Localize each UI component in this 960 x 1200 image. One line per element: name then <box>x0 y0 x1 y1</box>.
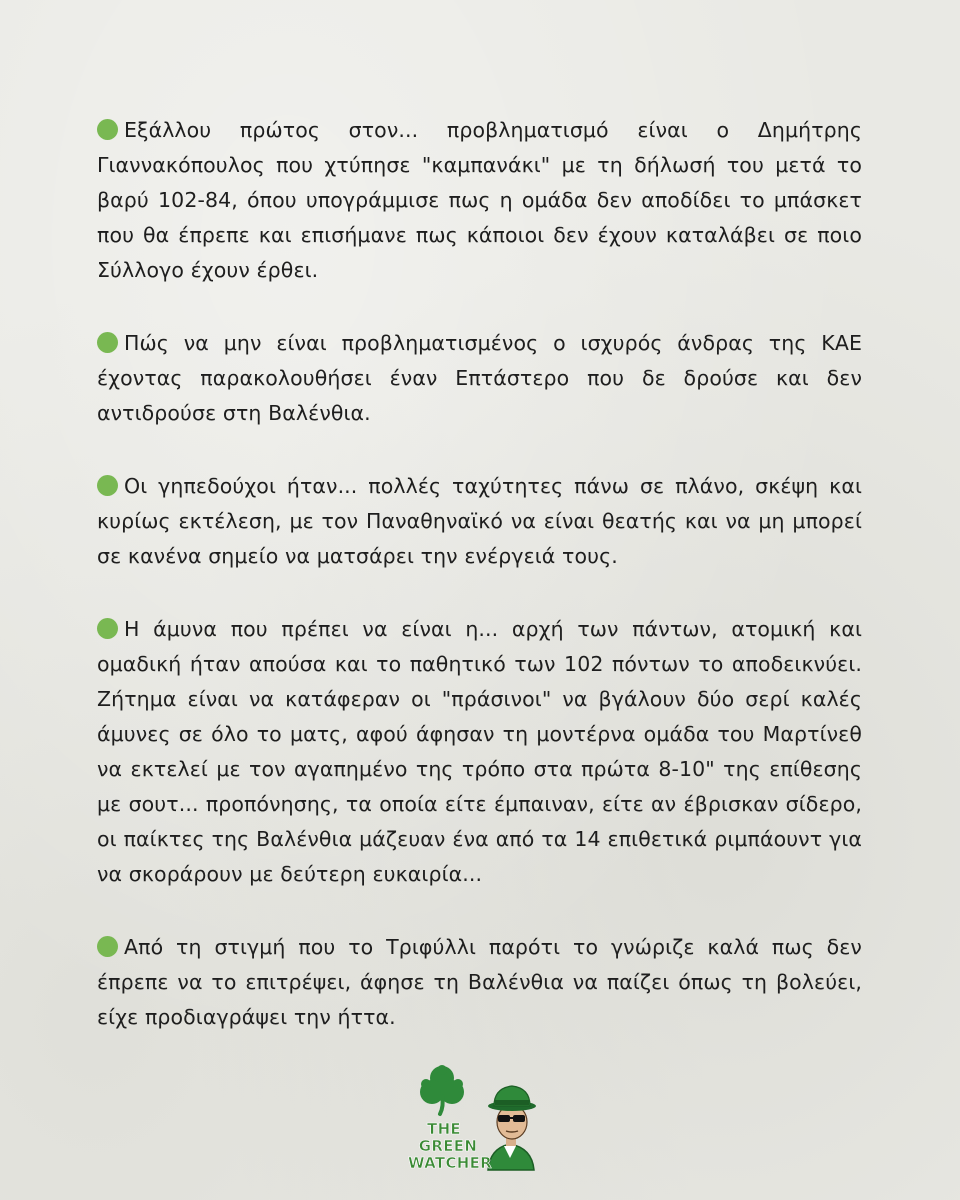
article-body <box>97 113 862 1073</box>
paragraph-2 <box>97 326 862 431</box>
logo-text-watcher: WATCHER <box>407 1154 493 1172</box>
paragraph-text: Από τη στιγμή που το Τριφύλλι παρότι το γνώριζε καλά πως δεν έπρεπε να το επιτρέψει, άφησε τη Βαλένθια να παίζει όπως τη βολεύει, είχε προδιαγράψει την ήττα. <box>97 935 862 1029</box>
paragraph-4 <box>97 612 862 892</box>
logo-text-the: THE <box>427 1120 461 1138</box>
shamrock-icon <box>420 1065 464 1114</box>
green-dot-bullet-icon <box>97 119 118 140</box>
paragraph-text: Οι γηπεδούχοι ήταν... πολλές ταχύτητες πάνω σε πλάνο, σκέψη και κυρίως εκτέλεση, με τον Παναθηναϊκό να είναι θεατής και να μη μπορεί σε κανένα σημείο να ματσάρει την ενέργειά τους. <box>97 474 862 568</box>
paragraph-1 <box>97 113 862 288</box>
paragraph-3 <box>97 469 862 574</box>
logo-graphic <box>407 1062 544 1180</box>
logo-text-green: GREEN <box>418 1137 478 1155</box>
paragraph-text: Πώς να μην είναι προβληματισμένος ο ισχυρός άνδρας της ΚΑΕ έχοντας παρακολουθήσει έναν Επτάστερο που δε δρούσε και δεν αντιδρούσε στη Βαλένθια. <box>97 331 862 425</box>
green-dot-bullet-icon <box>97 936 118 957</box>
paragraph-text: Η άμυνα που πρέπει να είναι η... αρχή των πάντων, ατομική και ομαδική ήταν απούσα και το παθητικό των 102 πόντων το αποδεικνύει. Ζήτημα είναι να κατάφεραν οι "πράσινοι" να βγάλουν δύο σερί καλές άμυνες σε όλο το ματς, αφού άφησαν τη μοντέρνα ομάδα του Μαρτίνεθ να εκτελεί με τον αγαπημένο της τρόπο στα πρώτα 8-10" της επίθεσης με σουτ... προπόνησης, τα οποία είτε έμπαιναν, είτε αν έβρισκαν σίδερο, οι παίκτες της Βαλένθια μάζευαν ένα από τα 14 επιθετικά ριμπάουντ για να σκοράρουν με δεύτερη ευκαιρία... <box>97 617 862 886</box>
paragraph-text: Εξάλλου πρώτος στον... προβληματισμό είναι ο Δημήτρης Γιαννακόπουλος που χτύπησε "καμπανάκι" με τη δήλωσή του μετά το βαρύ 102-84, όπου υπογράμμισε πως η ομάδα δεν αποδίδει το μπάσκετ που θα έπρεπε και επισήμανε πως κάποιοι δεν έχουν καταλάβει σε ποιο Σύλλογο έχουν έρθει. <box>97 118 862 282</box>
the-green-watcher-logo <box>407 1062 544 1180</box>
green-dot-bullet-icon <box>97 475 118 496</box>
watcher-figure-icon <box>488 1086 536 1170</box>
paragraph-5 <box>97 930 862 1035</box>
green-dot-bullet-icon <box>97 332 118 353</box>
green-dot-bullet-icon <box>97 618 118 639</box>
